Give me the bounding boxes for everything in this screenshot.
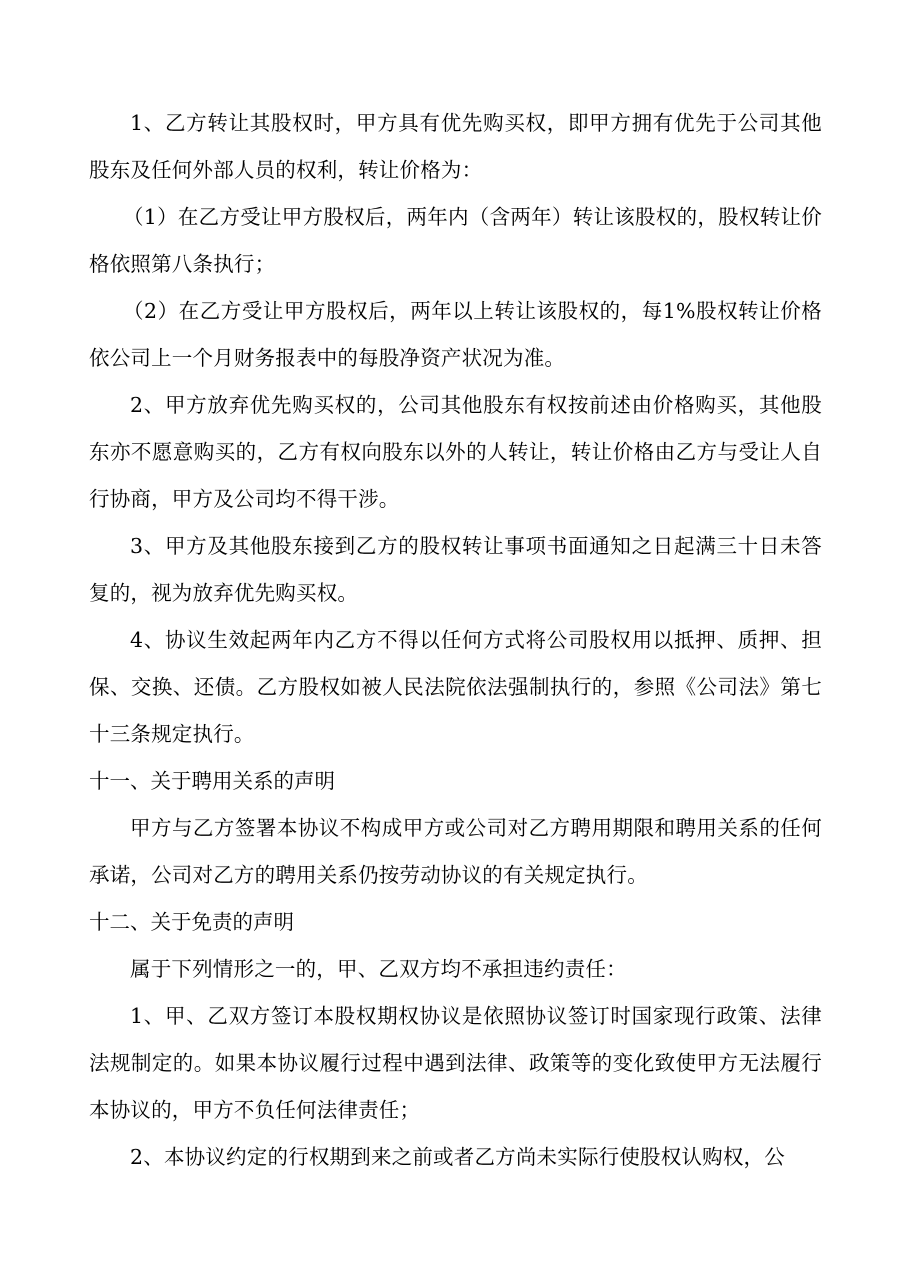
clause-1-sub-2-paragraph: （2）在乙方受让甲方股权后，两年以上转让该股权的，每1%股权转让价格依公司上一个月财务报表中的每股净资产状况为准。 — [89, 299, 822, 370]
clause-3-paragraph: 3、甲方及其他股东接到乙方的股权转让事项书面通知之日起满三十日未答复的，视为放弃优先购买权。 — [89, 534, 822, 605]
section-11-heading: 十一、关于聘用关系的声明 — [89, 769, 335, 793]
section-12-intro-paragraph: 属于下列情形之一的，甲、乙双方均不承担违约责任： — [130, 957, 627, 981]
section-12-item-2-paragraph: 2、本协议约定的行权期到来之前或者乙方尚未实际行使股权认购权，公 — [130, 1145, 785, 1169]
clause-4-paragraph: 4、协议生效起两年内乙方不得以任何方式将公司股权用以抵押、质押、担保、交换、还债。乙方股权如被人民法院依法强制执行的，参照《公司法》第七十三条规定执行。 — [89, 628, 822, 746]
section-11-paragraph: 甲方与乙方签署本协议不构成甲方或公司对乙方聘用期限和聘用关系的任何承诺，公司对乙方的聘用关系仍按劳动协议的有关规定执行。 — [89, 816, 822, 887]
section-12-heading: 十二、关于免责的声明 — [89, 910, 294, 934]
clause-1-sub-1-paragraph: （1）在乙方受让甲方股权后，两年内（含两年）转让该股权的，股权转让价格依照第八条执行； — [89, 205, 822, 276]
section-12-item-1-paragraph: 1、甲、乙双方签订本股权期权协议是依照协议签订时国家现行政策、法律法规制定的。如果本协议履行过程中遇到法律、政策等的变化致使甲方无法履行本协议的，甲方不负任何法律责任； — [89, 1004, 822, 1122]
document-body — [89, 100, 822, 1181]
clause-1-paragraph: 1、乙方转让其股权时，甲方具有优先购买权，即甲方拥有优先于公司其他股东及任何外部人员的权利，转让价格为： — [89, 111, 822, 182]
clause-2-paragraph: 2、甲方放弃优先购买权的，公司其他股东有权按前述由价格购买，其他股东亦不愿意购买的，乙方有权向股东以外的人转让，转让价格由乙方与受让人自行协商，甲方及公司均不得干涉。 — [89, 393, 822, 511]
